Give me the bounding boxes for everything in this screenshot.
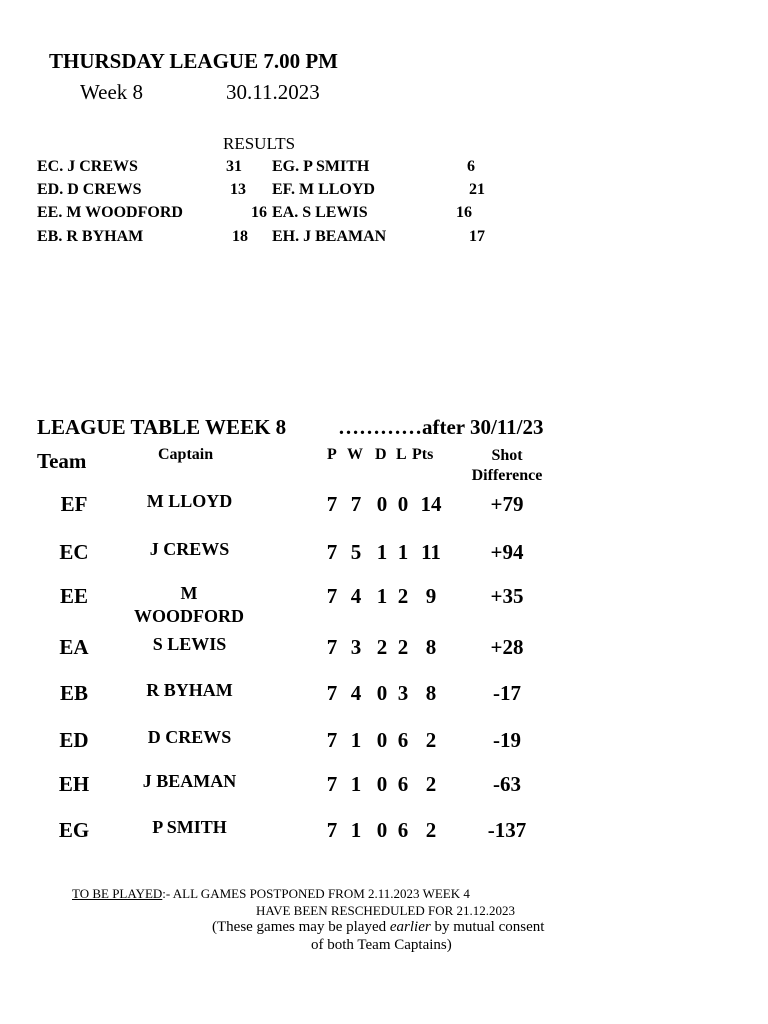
footer-line-3-after: by mutual consent xyxy=(430,919,545,935)
cell-points: 8 xyxy=(425,635,437,659)
footer-line-1 xyxy=(72,886,470,902)
footer-line-2: HAVE BEEN RESCHEDULED FOR 21.12.2023 xyxy=(256,903,516,918)
cell-shot-difference: -63 xyxy=(493,772,521,796)
cell-played: 7 xyxy=(326,492,338,516)
result-away-team: EG. P SMITH xyxy=(272,158,370,175)
cell-shot-difference: +35 xyxy=(490,584,524,608)
cell-captain: S LEWIS xyxy=(152,634,227,654)
cell-lost: 2 xyxy=(397,584,409,608)
page-title: THURSDAY LEAGUE 7.00 PM xyxy=(49,49,338,73)
column-header-drawn: D xyxy=(375,446,387,463)
cell-lost: 6 xyxy=(397,818,409,842)
result-home-team: EE. M WOODFORD xyxy=(37,204,183,221)
cell-team: EG xyxy=(58,818,90,842)
column-header-shot-line1: Shot xyxy=(491,447,523,464)
cell-won: 1 xyxy=(350,728,362,752)
cell-drawn: 0 xyxy=(376,728,388,752)
column-header-shot-line2: Difference xyxy=(471,467,543,484)
cell-captain: M WOODFORD xyxy=(134,583,244,626)
week-label: Week 8 xyxy=(80,80,144,104)
cell-shot-difference: -137 xyxy=(487,818,527,842)
cell-points: 2 xyxy=(425,772,437,796)
cell-won: 4 xyxy=(350,584,362,608)
cell-team: EH xyxy=(58,772,90,796)
result-away-score: 16 xyxy=(456,204,472,221)
cell-drawn: 2 xyxy=(376,635,388,659)
cell-shot-difference: +94 xyxy=(490,540,524,564)
cell-points: 11 xyxy=(421,540,441,564)
footer-line-3-before: (These games may be played xyxy=(212,919,390,935)
cell-won: 5 xyxy=(350,540,362,564)
result-home-score: 18 xyxy=(232,228,248,245)
cell-shot-difference: +28 xyxy=(490,635,524,659)
cell-played: 7 xyxy=(326,635,338,659)
column-header-team: Team xyxy=(37,449,87,473)
cell-drawn: 0 xyxy=(376,681,388,705)
cell-shot-difference: -19 xyxy=(493,728,521,752)
cell-lost: 2 xyxy=(397,635,409,659)
cell-team: EB xyxy=(59,681,88,705)
result-home-score: 13 xyxy=(230,181,246,198)
footer-line-4: of both Team Captains) xyxy=(311,937,452,953)
result-home-score: 16 xyxy=(251,204,267,221)
cell-won: 1 xyxy=(350,818,362,842)
cell-captain: D CREWS xyxy=(147,727,232,747)
cell-shot-difference: +79 xyxy=(490,492,524,516)
to-be-played-label: TO BE PLAYED xyxy=(72,886,163,901)
cell-team: EF xyxy=(60,492,88,516)
result-away-score: 17 xyxy=(469,228,485,245)
cell-played: 7 xyxy=(326,818,338,842)
league-table-title: LEAGUE TABLE WEEK 8 xyxy=(37,415,287,439)
result-away-team: EA. S LEWIS xyxy=(272,204,368,221)
cell-lost: 6 xyxy=(397,728,409,752)
cell-captain: R BYHAM xyxy=(146,680,233,700)
cell-lost: 3 xyxy=(397,681,409,705)
footer-line-3-emphasis: earlier xyxy=(389,919,431,935)
cell-team: EC xyxy=(59,540,89,564)
cell-played: 7 xyxy=(326,728,338,752)
result-home-team: EB. R BYHAM xyxy=(37,228,144,245)
result-away-score: 21 xyxy=(469,181,485,198)
cell-captain: M LLOYD xyxy=(146,491,233,511)
cell-lost: 6 xyxy=(397,772,409,796)
cell-played: 7 xyxy=(326,772,338,796)
cell-drawn: 0 xyxy=(376,818,388,842)
cell-won: 3 xyxy=(350,635,362,659)
column-header-captain: Captain xyxy=(158,446,214,463)
cell-points: 2 xyxy=(425,728,437,752)
cell-team: EA xyxy=(59,635,89,659)
cell-points: 14 xyxy=(420,492,442,516)
column-header-won: W xyxy=(347,446,363,463)
cell-captain: J CREWS xyxy=(149,539,230,559)
cell-team: EE xyxy=(59,584,88,608)
cell-points: 2 xyxy=(425,818,437,842)
cell-captain: P SMITH xyxy=(152,817,227,837)
cell-lost: 0 xyxy=(397,492,409,516)
cell-drawn: 0 xyxy=(376,492,388,516)
result-away-score: 6 xyxy=(467,158,475,175)
cell-points: 8 xyxy=(425,681,437,705)
cell-won: 4 xyxy=(350,681,362,705)
result-home-score: 31 xyxy=(226,158,242,175)
cell-played: 7 xyxy=(326,540,338,564)
results-heading: RESULTS xyxy=(223,134,296,153)
result-away-team: EH. J BEAMAN xyxy=(272,228,387,245)
cell-drawn: 1 xyxy=(376,540,388,564)
cell-shot-difference: -17 xyxy=(493,681,521,705)
footer-line-1-text: :- ALL GAMES POSTPONED FROM 2.11.2023 WEEK 4 xyxy=(162,886,470,901)
column-header-shot-difference xyxy=(467,446,547,486)
cell-lost: 1 xyxy=(397,540,409,564)
week-date: 30.11.2023 xyxy=(226,80,320,104)
column-header-lost: L xyxy=(396,446,407,463)
result-home-team: EC. J CREWS xyxy=(37,158,138,175)
cell-played: 7 xyxy=(326,681,338,705)
cell-drawn: 1 xyxy=(376,584,388,608)
column-header-played: P xyxy=(327,446,337,463)
column-header-points: Pts xyxy=(412,446,434,463)
cell-team: ED xyxy=(59,728,89,752)
cell-won: 7 xyxy=(350,492,362,516)
footer-line-3 xyxy=(212,919,544,936)
cell-played: 7 xyxy=(326,584,338,608)
cell-drawn: 0 xyxy=(376,772,388,796)
cell-won: 1 xyxy=(350,772,362,796)
cell-points: 9 xyxy=(425,584,437,608)
league-table-date: …………after 30/11/23 xyxy=(338,415,544,439)
cell-captain: J BEAMAN xyxy=(142,771,237,791)
result-away-team: EF. M LLOYD xyxy=(272,181,375,198)
result-home-team: ED. D CREWS xyxy=(37,181,142,198)
